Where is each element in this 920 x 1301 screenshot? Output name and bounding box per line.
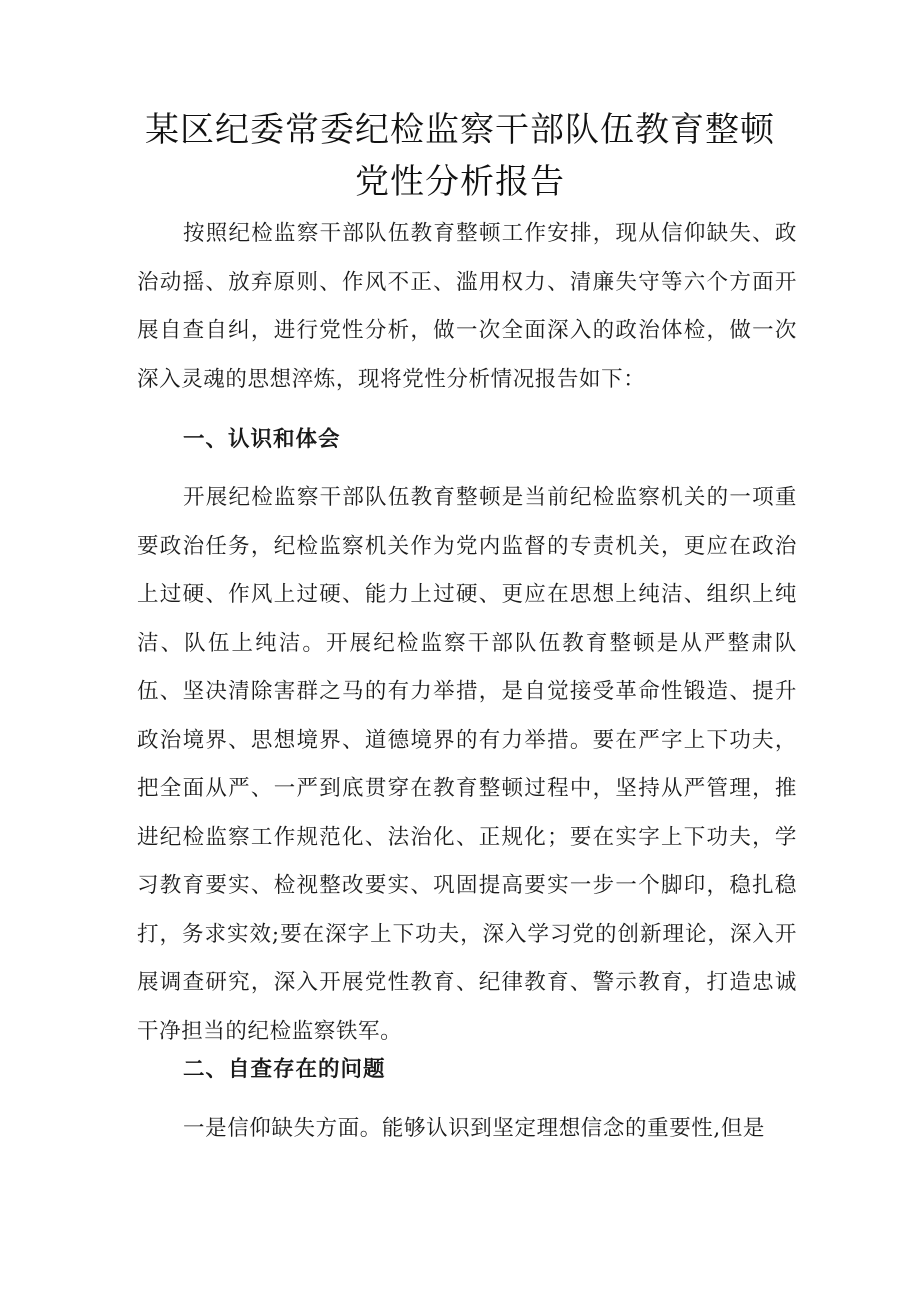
section-heading-2: 二、自查存在的问题 [183, 1057, 386, 1082]
intro-paragraph: 按照纪检监察干部队伍教育整顿工作安排，现从信仰缺失、政治动摇、放弃原则、作风不正、滥用权力、清廉失守等六个方面开展自查自纠，进行党性分析，做一次全面深入的政治体检，做一次深入灵魂的思想淬炼，现将党性分析情况报告如下： [137, 221, 797, 392]
section-2-paragraph: 一是信仰缺失方面。能够认识到坚定理想信念的重要性,但是 [183, 1116, 766, 1141]
section-heading-1: 一、认识和体会 [183, 427, 341, 452]
document-title-line-1: 某区纪委常委纪检监察干部队伍教育整顿 [145, 110, 775, 150]
section-1-paragraph: 开展纪检监察干部队伍教育整顿是当前纪检监察机关的一项重要政治任务，纪检监察机关作为党内监督的专责机关，更应在政治上过硬、作风上过硬、能力上过硬、更应在思想上纯洁、组织上纯洁、队伍上纯洁。开展纪检监察干部队伍教育整顿是从严整肃队伍、坚决清除害群之马的有力举措，是自觉接受革命性锻造、提升政治境界、思想境界、道德境界的有力举措。要在严字上下功夫，把全面从严、一严到底贯穿在教育整顿过程中，坚持从严管理，推进纪检监察工作规范化、法治化、正规化；要在实字上下功夫，学习教育要实、检视整改要实、巩固提高要实一步一个脚印，稳扎稳打，务求实效;要在深字上下功夫，深入学习党的创新理论，深入开展调查研究，深入开展党性教育、纪律教育、警示教育，打造忠诚干净担当的纪检监察铁军。 [137, 485, 797, 1044]
document-title-line-2: 党性分析报告 [355, 162, 565, 202]
